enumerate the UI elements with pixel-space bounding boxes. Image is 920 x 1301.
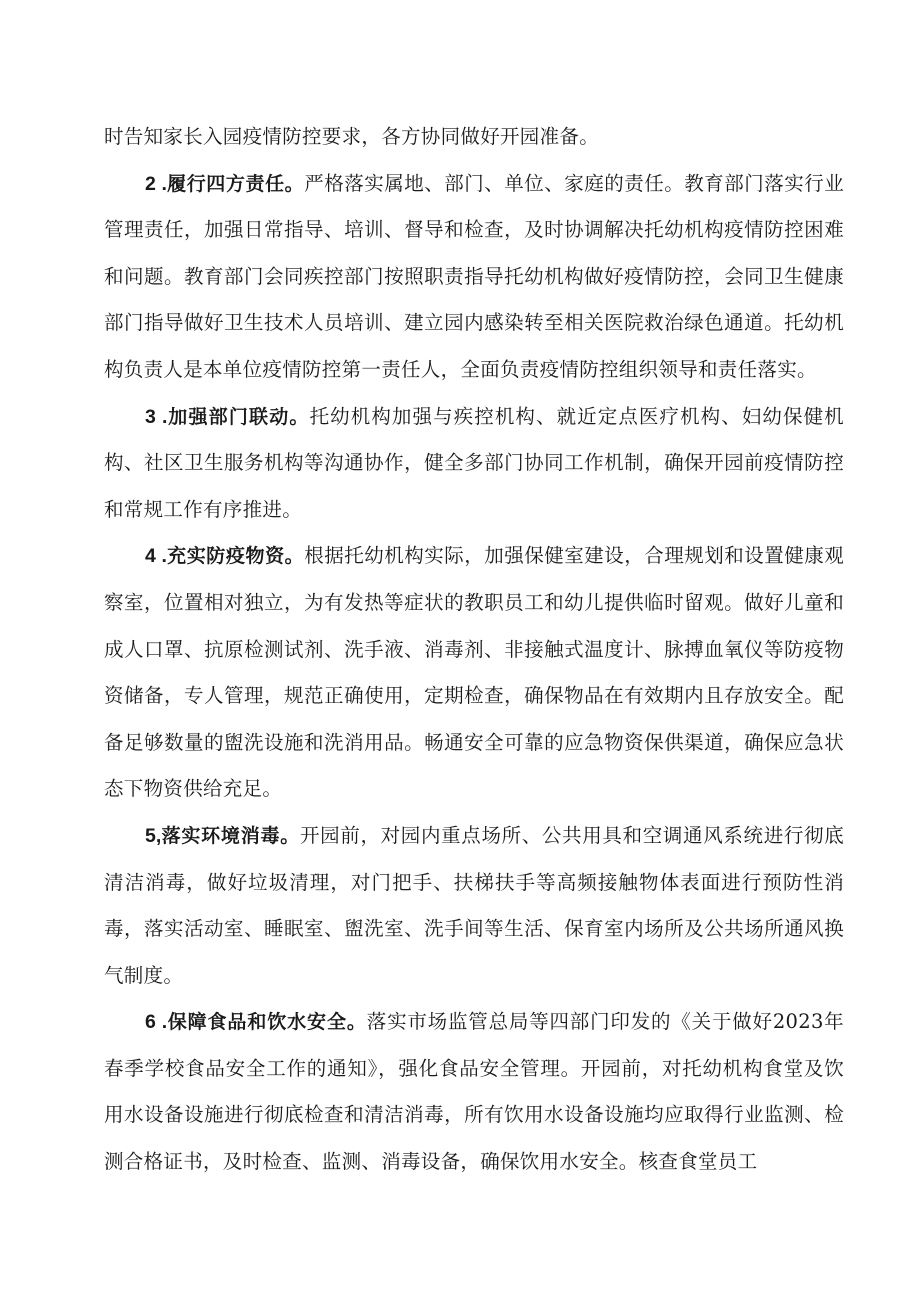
- item-2-text: 严格落实属地、部门、单位、家庭的责任。教育部门落实行业管理责任，加强日常指导、培训、督导和检查，及时协调解决托幼机构疫情防控困难和问题。教育部门会同疾控部门按照职责指导托幼机构做好疫情防控，会同卫生健康部门指导做好卫生技术人员培训、建立园内感染转至相关医院救治绿色通道。托幼机构负责人是本单位疫情防控第一责任人，全面负责疫情防控组织领导和责任落实。: [104, 171, 844, 381]
- item-6-paragraph: [104, 999, 844, 1185]
- item-2-heading: 履行四方责任。: [166, 172, 305, 195]
- item-2-number: 2: [145, 172, 156, 195]
- item-5-paragraph: [104, 813, 844, 999]
- item-5-number: 5: [145, 824, 156, 847]
- item-5-text: 开园前，对园内重点场所、公共用具和空调通风系统进行彻底清洁消毒，做好垃圾清理，对门把手、扶梯扶手等高频接触物体表面进行预防性消毒，落实活动室、睡眠室、盥洗室、洗手间等生活、保育室内场所及公共场所通风换气制度。: [104, 823, 844, 987]
- item-4-heading: 充实防疫物资。: [166, 545, 305, 568]
- item-6-separator: .: [155, 1011, 168, 1034]
- item-4-paragraph: [104, 533, 844, 813]
- continuation-text: 时告知家长入园疫情防控要求，各方协同做好开园准备。: [104, 125, 600, 148]
- item-3-paragraph: [104, 394, 844, 534]
- item-3-text: 托幼机构加强与疾控机构、就近定点医疗机构、妇幼保健机构、社区卫生服务机构等沟通协作，健全多部门协同工作机制，确保开园前疫情防控和常规工作有序推进。: [104, 404, 844, 521]
- item-6-heading: 保障食品和饮水安全。: [167, 1011, 367, 1034]
- document-body: [104, 114, 844, 1186]
- item-4-number: 4: [145, 545, 156, 568]
- item-3-separator: .: [155, 405, 168, 428]
- item-6-text: 落实市场监管总局等四部门印发的《关于做好2023年春季学校食品安全工作的通知》，强化食品安全管理。开园前，对托幼机构食堂及饮用水设备设施进行彻底检查和清洁消毒，所有饮用水设备设施均应取得行业监测、检测合格证书，及时检查、监测、消毒设备，确保饮用水安全。核查食堂员工: [104, 1010, 844, 1174]
- item-3-heading: 加强部门联动。: [167, 405, 310, 428]
- item-2-paragraph: [104, 161, 844, 394]
- item-6-number: 6: [145, 1011, 156, 1034]
- item-3-number: 3: [145, 405, 156, 428]
- item-5-heading: 落实环境消毒。: [161, 824, 300, 847]
- item-4-separator: .: [155, 545, 167, 568]
- item-5-separator: ,: [155, 824, 162, 847]
- continuation-paragraph: [104, 114, 844, 161]
- item-2-separator: .: [155, 172, 167, 195]
- item-4-text: 根据托幼机构实际，加强保健室建设，合理规划和设置健康观察室，位置相对独立，为有发热等症状的教职员工和幼儿提供临时留观。做好儿童和成人口罩、抗原检测试剂、洗手液、消毒剂、非接触式温度计、脉搏血氧仪等防疫物资储备，专人管理，规范正确使用，定期检查，确保物品在有效期内且存放安全。配备足够数量的盥洗设施和洗消用品。畅通安全可靠的应急物资保供渠道，确保应急状态下物资供给充足。: [104, 544, 844, 801]
